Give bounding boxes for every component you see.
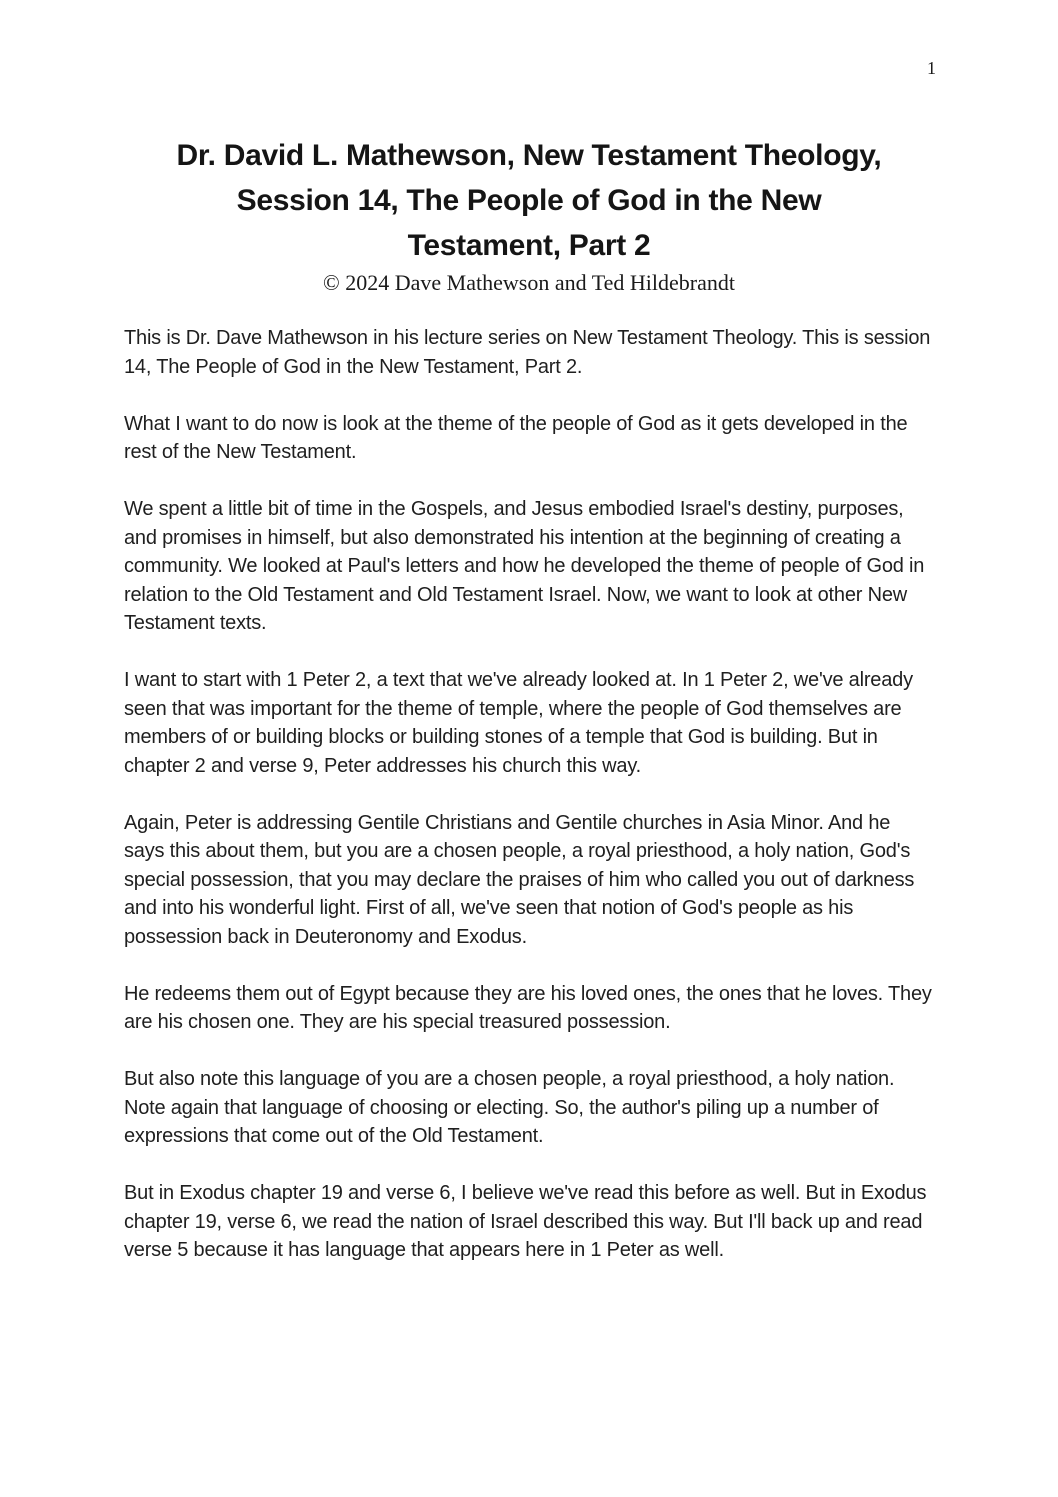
- copyright-line: © 2024 Dave Mathewson and Ted Hildebrandt: [323, 270, 735, 295]
- paragraph: But also note this language of you are a chosen people, a royal priesthood, a holy nation. Note again that language of choosing or electing. So, the author's piling up a number of expressions that come out of the Old Testament.: [124, 1068, 895, 1147]
- document-title: [124, 133, 934, 268]
- page-number: 1: [927, 58, 936, 78]
- paragraph: He redeems them out of Egypt because they are his loved ones, the ones that he loves. They are his chosen one. They are his special treasured possession.: [124, 982, 932, 1033]
- paragraph: What I want to do now is look at the theme of the people of God as it gets developed in the rest of the New Testament.: [124, 412, 908, 463]
- paragraph: I want to start with 1 Peter 2, a text that we've already looked at. In 1 Peter 2, we've already seen that was important for the theme of temple, where the people of God themselves are members of or building blocks or building stones of a temple that God is building. But in chapter 2 and verse 9, Peter addresses his church this way.: [124, 669, 913, 777]
- title-line: Session 14, The People of God in the New: [236, 184, 822, 217]
- paragraph: This is Dr. Dave Mathewson in his lecture series on New Testament Theology. This is session 14, The People of God in the New Testament, Part 2.: [124, 327, 931, 378]
- transcript-body: [124, 324, 934, 1265]
- title-line: Dr. David L. Mathewson, New Testament Theology,: [176, 139, 882, 172]
- paragraph: But in Exodus chapter 19 and verse 6, I believe we've read this before as well. But in Exodus chapter 19, verse 6, we read the nation of Israel described this way. But I'll back up and read verse 5 because it has language that appears here in 1 Peter as well.: [124, 1182, 927, 1261]
- paragraph: Again, Peter is addressing Gentile Christians and Gentile churches in Asia Minor. And he says this about them, but you are a chosen people, a royal priesthood, a holy nation, God's special possession, that you may declare the praises of him who called you out of darkness and into his wonderful light. First of all, we've seen that notion of God's people as his possession back in Deuteronomy and Exodus.: [124, 811, 915, 948]
- paragraph: We spent a little bit of time in the Gospels, and Jesus embodied Israel's destiny, purposes, and promises in himself, but also demonstrated his intention at the beginning of creating a community. We looked at Paul's letters and how he developed the theme of people of God in relation to the Old Testament and Old Testament Israel. Now, we want to look at other New Testament texts.: [124, 498, 925, 634]
- title-line: Testament, Part 2: [407, 229, 651, 262]
